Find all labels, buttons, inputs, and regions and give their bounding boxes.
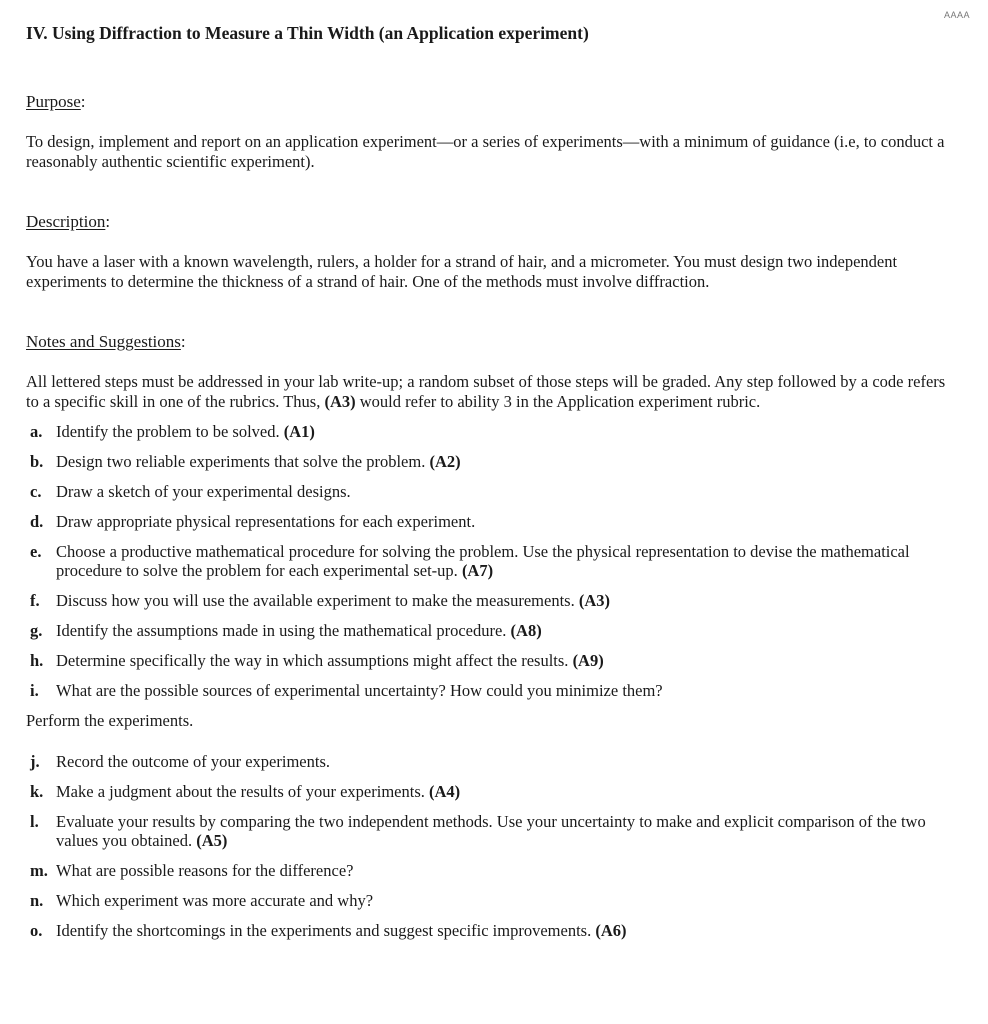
step-rubric-code: (A7) (461, 561, 494, 580)
list-item (26, 482, 956, 501)
list-item (26, 452, 956, 471)
list-item (26, 891, 956, 910)
step-letter: e. (30, 542, 42, 561)
steps-list-b (26, 752, 956, 940)
step-text: Determine specifically the way in which assumptions might affect the results. (56, 651, 573, 670)
list-item (26, 422, 956, 441)
notes-text-before: All lettered steps must be addressed in your lab write-up; a random subset of those steps will be graded. Any step followed by a code refers to a specific skill in one of the rubrics. Thus, (26, 372, 946, 411)
step-text: Identify the shortcomings in the experiments and suggest specific improvements. (56, 921, 596, 940)
step-text: Design two reliable experiments that solve the problem. (56, 452, 430, 471)
notes-text-after: would refer to ability 3 in the Application experiment rubric. (355, 392, 761, 411)
list-item (26, 752, 956, 771)
step-text: Draw appropriate physical representations for each experiment. (56, 512, 476, 531)
step-letter: f. (30, 591, 40, 610)
list-item (26, 651, 956, 670)
step-letter: o. (30, 921, 43, 940)
step-letter: k. (30, 782, 44, 801)
notes-text-code: (A3) (324, 392, 356, 411)
list-item (26, 542, 956, 580)
step-letter: h. (30, 651, 44, 670)
step-letter: m. (30, 861, 48, 880)
list-item (26, 591, 956, 610)
step-letter: a. (30, 422, 43, 441)
purpose-text: To design, implement and report on an application experiment—or a series of experiments—with a minimum of guidance (i.e, to conduct a reasonably authentic scientific experiment). (26, 132, 945, 171)
step-text: Make a judgment about the results of your experiments. (56, 782, 429, 801)
step-rubric-code: (A9) (572, 651, 604, 670)
list-item (26, 681, 956, 700)
steps-list-a (26, 422, 956, 700)
notes-heading: Notes and Suggestions: (26, 332, 186, 351)
perform-instruction: Perform the experiments. (26, 711, 194, 730)
step-letter: d. (30, 512, 44, 531)
list-item (26, 621, 956, 640)
list-item (26, 812, 956, 850)
document-page (26, 22, 956, 951)
step-text: Discuss how you will use the available experiment to make the measurements. (56, 591, 579, 610)
corner-mark: AAAA (943, 10, 970, 20)
step-rubric-code: (A1) (283, 422, 315, 441)
step-rubric-code: (A6) (595, 921, 627, 940)
step-letter: g. (30, 621, 43, 640)
notes-heading-label: Notes and Suggestions (26, 332, 181, 351)
step-rubric-code: (A5) (196, 831, 228, 850)
step-letter: n. (30, 891, 44, 910)
notes-text (26, 372, 956, 412)
step-letter: l. (30, 812, 39, 831)
step-rubric-code: (A8) (510, 621, 542, 640)
step-letter: b. (30, 452, 44, 471)
list-item (26, 782, 956, 801)
list-item (26, 861, 956, 880)
step-letter: j. (30, 752, 40, 771)
step-text: Draw a sketch of your experimental designs. (56, 482, 351, 501)
step-text: Evaluate your results by comparing the two independent methods. Use your uncertainty to make and explicit comparison of the two values you obtained. (56, 812, 926, 850)
purpose-heading-label: Purpose (26, 92, 81, 111)
description-heading-label: Description (26, 212, 106, 231)
step-text: Identify the problem to be solved. (56, 422, 284, 441)
step-text: Choose a productive mathematical procedure for solving the problem. Use the physical representation to devise the mathematical procedure to solve the problem for each experimental set-up. (56, 542, 910, 580)
step-text: Identify the assumptions made in using the mathematical procedure. (56, 621, 511, 640)
list-item (26, 921, 956, 940)
description-heading: Description: (26, 212, 111, 231)
step-text: What are possible reasons for the difference? (56, 861, 354, 880)
description-text: You have a laser with a known wavelength, rulers, a holder for a strand of hair, and a micrometer. You must design two independent experiments to determine the thickness of a strand of hair. One of the methods must involve diffraction. (26, 252, 898, 291)
step-text: What are the possible sources of experimental uncertainty? How could you minimize them? (56, 681, 663, 700)
step-text: Record the outcome of your experiments. (56, 752, 330, 771)
step-letter: i. (30, 681, 39, 700)
page-title: IV. Using Diffraction to Measure a Thin Width (an Application experiment) (26, 23, 589, 43)
list-item (26, 512, 956, 531)
step-rubric-code: (A3) (578, 591, 610, 610)
step-text: Which experiment was more accurate and why? (56, 891, 374, 910)
step-letter: c. (30, 482, 42, 501)
purpose-heading: Purpose: (26, 92, 86, 111)
step-rubric-code: (A2) (429, 452, 461, 471)
step-rubric-code: (A4) (429, 782, 461, 801)
